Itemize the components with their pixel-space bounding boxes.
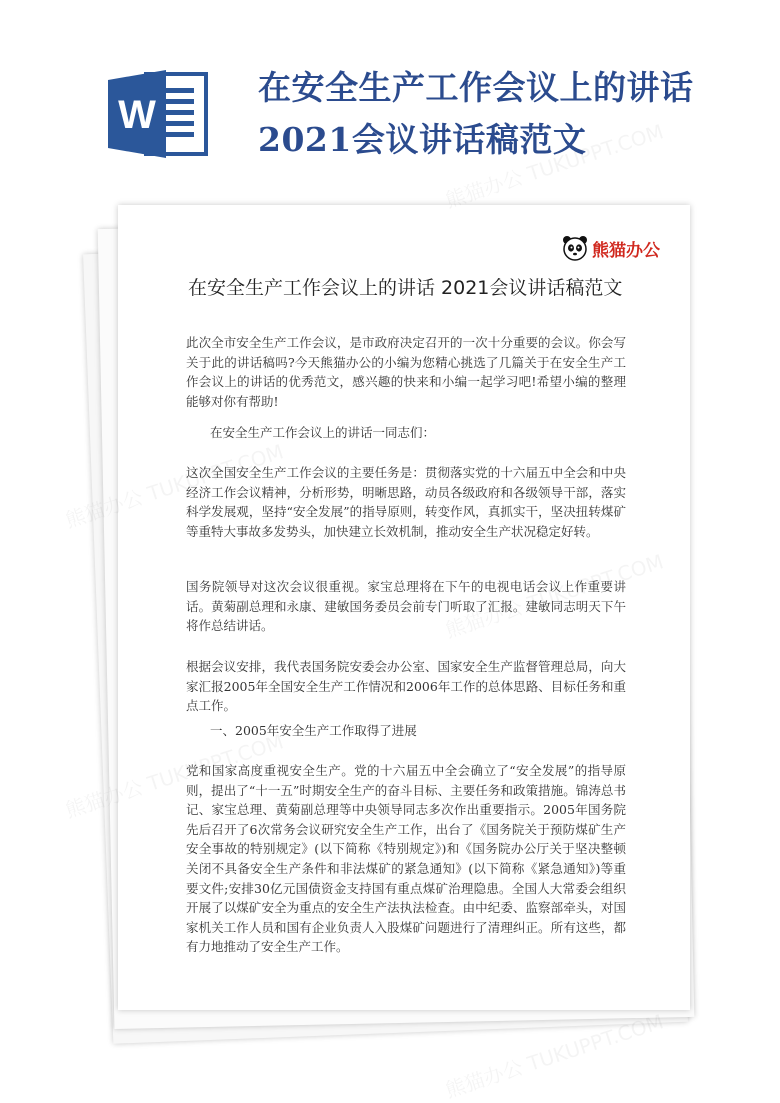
section-heading: 一、2005年安全生产工作取得了进展 (210, 723, 417, 738)
paragraph-leaders: 国务院领导对这次会议很重视。家宝总理将在下午的电视电话会议上作重要讲话。黄菊副总理和永康、建敏国务委员会前专门听取了汇报。建敏同志明天下午将作总结讲话。 (186, 579, 626, 634)
header-title (258, 62, 758, 166)
paragraph-greeting: 在安全生产工作会议上的讲话一同志们： (210, 425, 436, 440)
brand-logo (562, 235, 660, 261)
header-title-line1: 在安全生产工作会议上的讲话 (258, 68, 694, 107)
paragraph-intro: 此次全市安全生产工作会议，是市政府决定召开的一次十分重要的会议。你会写关于此的讲话稿吗?今天熊猫办公的小编为您精心挑选了几篇关于在安全生产工作会议上的讲话的优秀范文，感兴趣的快来和小编一起学习吧!希望小编的整理能够对你有帮助! (186, 335, 626, 409)
paragraph-arrangement: 根据会议安排，我代表国务院安委会办公室、国家安全生产监督管理总局，向大家汇报2005年全国安全生产工作情况和2006年工作的总体思路、目标任务和重点工作。 (186, 659, 626, 714)
header-title-line2: 2021会议讲话稿范文 (258, 120, 587, 159)
brand-name: 熊猫办公 (592, 240, 660, 261)
svg-text:W: W (118, 93, 156, 137)
paper-sheet-front (118, 205, 690, 1010)
panda-icon (562, 235, 588, 261)
paragraph-task: 这次全国安全生产工作会议的主要任务是：贯彻落实党的十六届五中全会和中央经济工作会议精神，分析形势，明晰思路，动员各级政府和各级领导干部，落实科学发展观，坚持“安全发展”的指导原则，转变作风，真抓实干，坚决扭转煤矿等重特大事故多发势头，加快建立长效机制，推动安全生产状况稳定好转。 (186, 465, 626, 539)
word-doc-icon (108, 68, 210, 160)
document-title: 在安全生产工作会议上的讲话 2021会议讲话稿范文 (188, 277, 623, 299)
paragraph-progress: 党和国家高度重视安全生产。党的十六届五中全会确立了“安全发展”的指导原则，提出了“十一五”时期安全生产的奋斗目标、主要任务和政策措施。锦涛总书记、家宝总理、黄菊副总理等中央领导同志多次作出重要指示。2005年国务院先后召开了6次常务会议研究安全生产工作，出台了《国务院关于预防煤矿生产安全事故的特别规定》(以下简称《特别规定》)和《国务院办公厅关于坚决整顿关闭不具备安全生产条件和非法煤矿的紧急通知》(以下简称《紧急通知》)等重要文件;安排30亿元国债资金支持国有重点煤矿治理隐患。全国人大常委会组织开展了以煤矿安全为重点的安全生产法执法检查。由中纪委、监察部牵头，对国家机关工作人员和国有企业负责人入股煤矿问题进行了清理纠正。所有这些，都有力地推动了安全生产工作。 (186, 763, 626, 955)
document-preview (98, 205, 698, 1045)
